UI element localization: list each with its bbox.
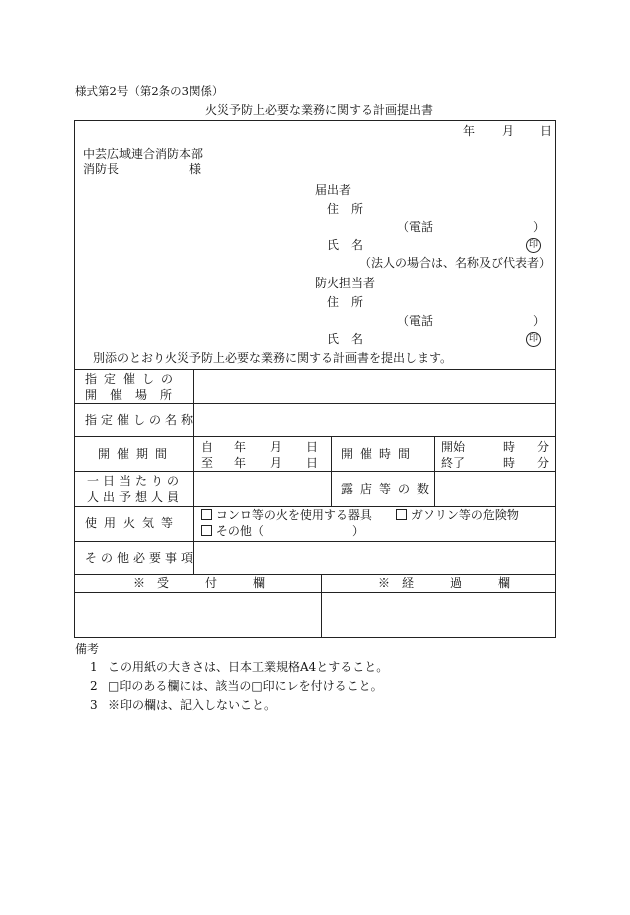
manager-seal: 印 (526, 332, 541, 347)
note-text: □印のある欄には、該当の□印にレを付けること。 (108, 679, 383, 693)
period-to-month: 月 (270, 456, 283, 470)
notifier-phone-close: ） (533, 220, 546, 234)
addressee-org: 中芸広域連合消防本部 (83, 147, 204, 161)
period-label: 開催期間 (98, 447, 175, 461)
manager-phone-open: （電話 (397, 314, 434, 328)
time-start: 開始 (441, 440, 466, 454)
note-text: ※印の欄は、記入しないこと。 (108, 698, 277, 712)
other-label: その他必要事項 (85, 551, 198, 565)
notifier-corp-note: （法人の場合は、名称及び代表者） (359, 256, 552, 270)
statement: 別添のとおり火災予防上必要な業務に関する計画書を提出します。 (93, 351, 453, 365)
option-gasoline-label: ガソリン等の危険物 (410, 508, 519, 522)
note-text: この用紙の大きさは、日本工業規格A4とすること。 (108, 660, 389, 674)
period-from: 自 (201, 440, 214, 454)
manager-phone-close: ） (533, 314, 546, 328)
note-number: 2 (90, 679, 98, 693)
divider (74, 592, 556, 593)
fire-use-label: 使用火気等 (85, 516, 181, 530)
notifier-name-label: 氏 名 (327, 238, 364, 252)
divider (74, 506, 556, 507)
manager-heading: 防火担当者 (315, 276, 376, 290)
addressee-chief: 消防長 (83, 162, 120, 176)
checkbox[interactable] (201, 509, 212, 520)
notifier-seal-icon (526, 237, 541, 253)
option-stove[interactable] (201, 509, 372, 521)
date-day: 日 (540, 124, 553, 138)
addressee-honorific: 様 (189, 162, 202, 176)
progress-header: ※ 経 過 欄 (378, 576, 511, 590)
divider (74, 574, 556, 575)
divider (74, 471, 556, 472)
checkbox[interactable] (201, 525, 212, 536)
period-from-year: 年 (234, 440, 247, 454)
option-stove-label: コンロ等の火を使用する器具 (215, 508, 372, 522)
period-from-month: 月 (270, 440, 283, 454)
checkbox[interactable] (396, 509, 407, 520)
notifier-address-label: 住 所 (327, 202, 364, 216)
form-title: 火災予防上必要な業務に関する計画提出書 (205, 103, 434, 117)
notifier-seal: 印 (526, 238, 541, 253)
stalls-label: 露店等の数 (341, 482, 437, 496)
time-end-hour: 時 (503, 456, 516, 470)
divider (74, 541, 556, 542)
time-end-minute: 分 (537, 456, 550, 470)
notifier-heading: 届出者 (315, 183, 352, 197)
option-other-close: ） (352, 524, 365, 538)
attendance-label-line2: 人出予想人員 (87, 490, 184, 504)
time-end: 終了 (441, 456, 466, 470)
period-to-year: 年 (234, 456, 247, 470)
divider (321, 574, 322, 638)
date-month: 月 (502, 124, 515, 138)
note-number: 3 (90, 698, 98, 712)
attendance-label-line1: 一日当たりの (87, 474, 184, 488)
reception-header: ※ 受 付 欄 (133, 576, 266, 590)
divider (331, 436, 332, 506)
manager-name-label: 氏 名 (327, 332, 364, 346)
period-to: 至 (201, 456, 214, 470)
divider (193, 369, 194, 574)
manager-address-label: 住 所 (327, 295, 364, 309)
manager-seal-icon (526, 331, 541, 347)
notifier-phone-open: （電話 (397, 220, 434, 234)
period-from-day: 日 (306, 440, 319, 454)
event-name-label: 指定催しの名称 (85, 413, 198, 427)
divider (74, 403, 556, 404)
time-start-hour: 時 (503, 440, 516, 454)
option-other[interactable] (201, 525, 264, 537)
form-number: 様式第2号（第2条の3関係） (75, 84, 224, 98)
period-to-day: 日 (306, 456, 319, 470)
time-label: 開催時間 (341, 447, 418, 461)
time-start-minute: 分 (537, 440, 550, 454)
option-other-label: その他（ (215, 524, 264, 538)
venue-label-line1: 指定催しの (85, 372, 181, 386)
date-year: 年 (463, 124, 476, 138)
divider (74, 369, 556, 370)
divider (74, 436, 556, 437)
notes-heading: 備考 (75, 642, 100, 656)
option-gasoline[interactable] (396, 509, 519, 521)
venue-label-line2: 開催場所 (85, 388, 186, 402)
note-number: 1 (90, 660, 98, 674)
